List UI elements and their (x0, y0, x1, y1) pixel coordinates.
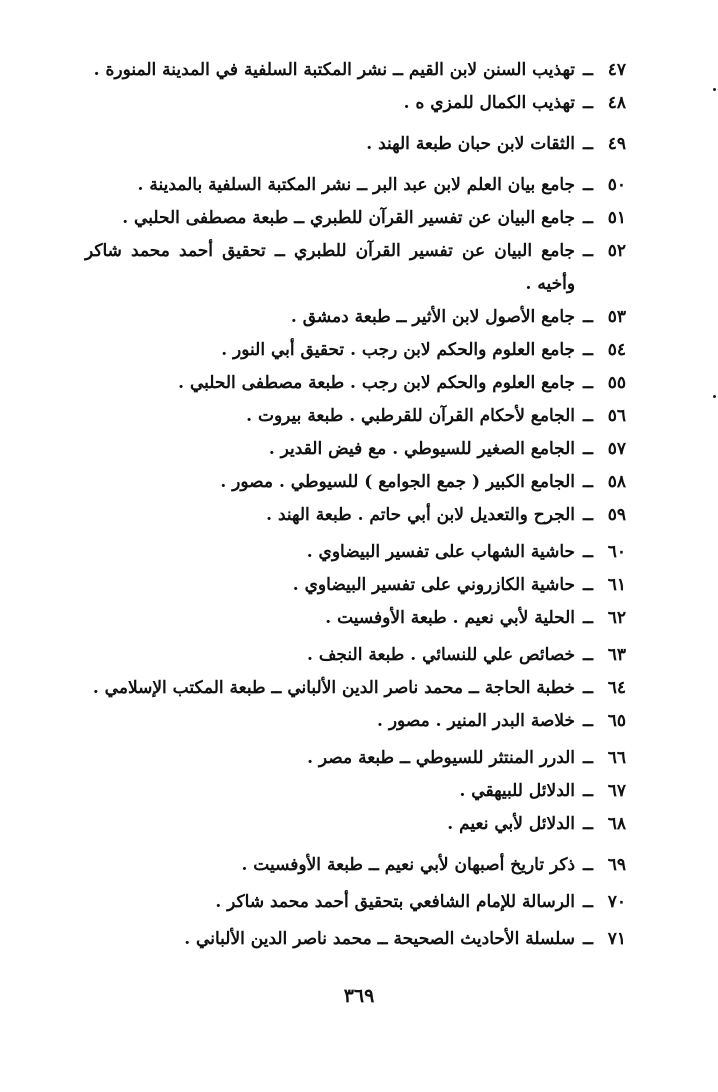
list-item (66, 169, 626, 202)
entry-number: ٤٨ (607, 93, 626, 113)
entry-dash: ــ (583, 241, 593, 261)
entry-dash: ــ (583, 645, 593, 665)
entry-text: الثقات لابن حبان طبعة الهند . (366, 134, 576, 154)
entry-dash: ــ (583, 575, 593, 595)
entry-text: جامع بيان العلم لابن عبد البر ــ نشر المكتبة السلفية بالمدينة . (137, 175, 576, 195)
entry-dash: ــ (583, 814, 593, 834)
entry-dash: ــ (583, 781, 593, 801)
entry-number: ٥٢ (607, 241, 626, 261)
entry-text: تهذيب السنن لابن القيم ــ نشر المكتبة السلفية في المدينة المنورة . (93, 60, 576, 80)
entry-number: ٦٤ (607, 678, 626, 698)
list-item (66, 87, 626, 120)
entry-dash: ــ (583, 134, 593, 154)
entry-number: ٦٥ (607, 711, 626, 731)
entry-text: الرسالة للإمام الشافعي بتحقيق أحمد محمد شاكر . (215, 892, 576, 912)
entry-dash: ــ (583, 748, 593, 768)
entry-number: ٥٥ (607, 373, 626, 393)
entry-number: ٦٢ (607, 608, 626, 628)
entry-number: ٥٨ (607, 472, 626, 492)
entry-number: ٥٠ (607, 175, 626, 195)
entry-number: ٦٣ (607, 645, 626, 665)
entry-number: ٥٧ (607, 439, 626, 459)
entry-dash: ــ (583, 439, 593, 459)
entry-number: ٧٠ (607, 892, 626, 912)
entry-text: تهذيب الكمال للمزي ه . (403, 93, 576, 113)
list-item (66, 202, 626, 235)
list-item (66, 301, 626, 334)
entry-dash: ــ (583, 406, 593, 426)
entry-number: ٧١ (607, 929, 626, 949)
entry-dash: ــ (583, 542, 593, 562)
entry-dash: ــ (583, 175, 593, 195)
list-item (66, 367, 626, 400)
entry-text: خصائص علي للنسائي . طبعة النجف . (306, 645, 576, 665)
entry-text: جامع البيان عن تفسير القرآن للطبري ــ تحقيق أحمد محمد شاكر وأخيه . (85, 241, 576, 294)
list-item (66, 235, 626, 301)
entry-text: حاشية الكازروني على تفسير البيضاوي . (292, 575, 576, 595)
list-item (66, 849, 626, 882)
entry-dash: ــ (583, 472, 593, 492)
entry-dash: ــ (583, 892, 593, 912)
entry-text: الجامع الكبير ( جمع الجوامع ) للسيوطي . مصور . (220, 472, 576, 492)
entry-text: خطبة الحاجة ــ محمد ناصر الدين الألباني ــ طبعة المكتب الإسلامي . (92, 678, 576, 698)
entry-dash: ــ (583, 208, 593, 228)
entry-text: جامع البيان عن تفسير القرآن للطبري ــ طبعة مصطفى الحلبي . (122, 208, 576, 228)
entry-text: الدلائل للبيهقي . (459, 781, 576, 801)
entry-number: ٦٧ (607, 781, 626, 801)
entry-number: ٦٨ (607, 814, 626, 834)
list-item (66, 334, 626, 367)
list-item (66, 466, 626, 499)
entry-text: خلاصة البدر المنير . مصور . (377, 711, 576, 731)
list-item (66, 672, 626, 705)
entry-text: الجرح والتعديل لابن أبي حاتم . طبعة الهند . (266, 505, 576, 525)
entry-number: ٦١ (607, 575, 626, 595)
entry-text: الحلية لأبي نعيم . طبعة الأوفسيت . (325, 608, 576, 628)
entry-number: ٤٧ (607, 60, 626, 80)
entry-number: ٤٩ (607, 134, 626, 154)
entry-number: ٥١ (607, 208, 626, 228)
entry-dash: ــ (583, 307, 593, 327)
entry-text: سلسلة الأحاديث الصحيحة ــ محمد ناصر الدين الألباني . (184, 929, 576, 949)
entry-dash: ــ (583, 340, 593, 360)
entry-number: ٥٩ (607, 505, 626, 525)
entry-text: جامع العلوم والحكم لابن رجب . طبعة مصطفى الحلبي . (178, 373, 576, 393)
list-item (66, 128, 626, 161)
entry-number: ٥٦ (607, 406, 626, 426)
entry-dash: ــ (583, 505, 593, 525)
entry-number: ٦٩ (607, 855, 626, 875)
entry-text: الجامع الصغير للسيوطي . مع فيض القدير . (268, 439, 576, 459)
list-item (66, 886, 626, 919)
list-item (66, 433, 626, 466)
list-item (66, 499, 626, 532)
entry-text: الدلائل لأبي نعيم . (447, 814, 576, 834)
entry-text: جامع الأصول لابن الأثير ــ طبعة دمشق . (290, 307, 576, 327)
entry-text: الدرر المنتثر للسيوطي ــ طبعة مصر . (307, 748, 576, 768)
list-item (66, 602, 626, 635)
list-item (66, 54, 626, 87)
entry-dash: ــ (583, 678, 593, 698)
entry-dash: ــ (583, 608, 593, 628)
page-number: ٣٦٩ (343, 985, 375, 1007)
list-item (66, 400, 626, 433)
entry-dash: ــ (583, 929, 593, 949)
entry-dash: ــ (583, 711, 593, 731)
entry-number: ٥٣ (607, 307, 626, 327)
entry-text: حاشية الشهاب على تفسير البيضاوي . (306, 542, 576, 562)
list-item (66, 705, 626, 738)
entry-number: ٦٦ (607, 748, 626, 768)
list-item (66, 639, 626, 672)
list-item (66, 775, 626, 808)
entry-dash: ــ (583, 855, 593, 875)
scan-speck (713, 395, 716, 398)
list-item (66, 808, 626, 841)
list-item (66, 742, 626, 775)
entry-number: ٥٤ (607, 340, 626, 360)
list-item (66, 536, 626, 569)
reference-list (66, 54, 626, 956)
entry-text: الجامع لأحكام القرآن للقرطبي . طبعة بيروت . (246, 406, 576, 426)
entry-text: ذكر تاريخ أصبهان لأبي نعيم ــ طبعة الأوفسيت . (241, 855, 576, 875)
entry-number: ٦٠ (607, 542, 626, 562)
list-item (66, 569, 626, 602)
entry-dash: ــ (583, 60, 593, 80)
entry-text: جامع العلوم والحكم لابن رجب . تحقيق أبي النور . (221, 340, 576, 360)
entry-dash: ــ (583, 373, 593, 393)
list-item (66, 923, 626, 956)
entry-dash: ــ (583, 93, 593, 113)
scan-speck (713, 88, 716, 91)
